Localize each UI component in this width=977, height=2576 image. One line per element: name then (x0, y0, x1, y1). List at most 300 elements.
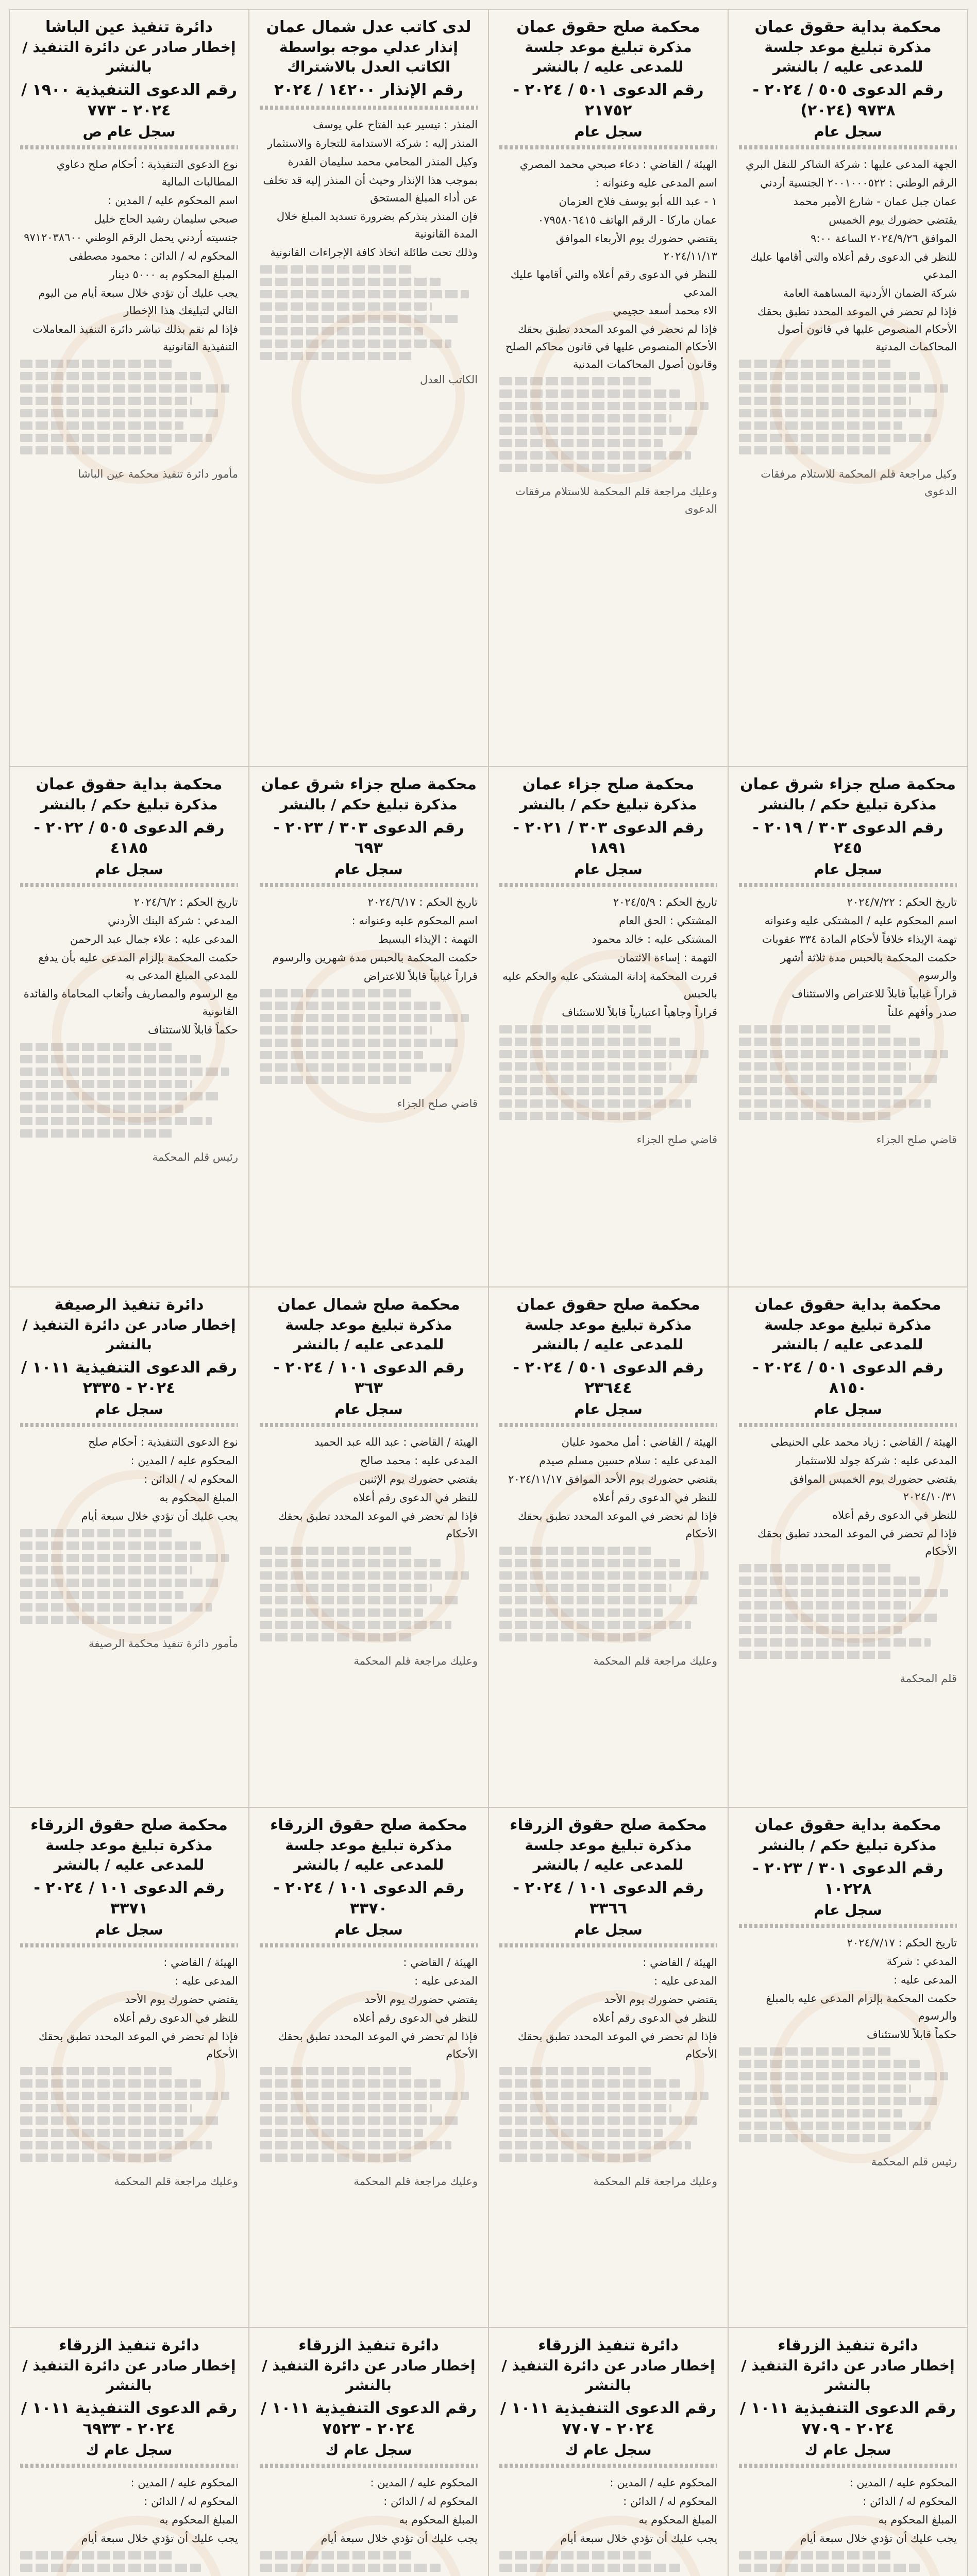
notice-card (488, 2328, 728, 2576)
notice-body (499, 1433, 717, 1543)
small-print-line (20, 2564, 201, 2572)
small-print-line (20, 384, 229, 393)
small-print-line (260, 1571, 469, 1580)
notice-header: محكمة صلح حقوق الزرقاء (510, 1816, 707, 1834)
notice-card (728, 767, 968, 1287)
case-number: رقم الدعوى التنفيذية ١٠١١ / ٢٠٢٤ - ٧٧٠٩ (740, 2399, 956, 2438)
small-print-line (739, 1025, 891, 1033)
small-print-line (260, 2564, 441, 2572)
notice-line: فإذا لم تحضر في الموعد المحدد تطبق بحقك الأحكام (517, 2030, 717, 2060)
registry-label: سجل عام (334, 1921, 403, 1938)
notice-line: تاريخ الحكم : ٢٠٢٤/٥/٩ (613, 896, 717, 908)
notice-body (739, 2474, 957, 2547)
notice-line: فإذا لم تحضر في الموعد المحدد تطبق بحقك الأحكام (278, 1510, 478, 1540)
registry-label: سجل عام ك (325, 2442, 412, 2459)
notice-line: الرقم الوطني : ٢٠٠١٠٠٠٥٢٢ الجنسية أردني (760, 177, 957, 189)
notice-line: المبلغ المحكوم به (159, 1492, 238, 1504)
notice-line: نوع الدعوى التنفيذية : أحكام صلح دعاوي المطالبات المالية (56, 158, 238, 188)
notice-subheader: إخطار صادر عن دائرة التنفيذ / بالنشر (501, 2357, 715, 2394)
notice-line: المدعي : شركة البنك الأردني (108, 914, 238, 927)
notice-card (728, 1287, 968, 1807)
notice-line: يقتضي حضورك يوم الأحد (125, 1993, 238, 2006)
small-print-line (260, 327, 423, 335)
case-number: رقم الدعوى ٥٠٥ / ٢٠٢٤ - ٩٧٣٨ (٢٠٢٤) (752, 81, 944, 120)
notice-line: المحكوم عليه / المدين : (610, 2477, 717, 2489)
small-print-line (260, 2116, 460, 2125)
notice-line: حكماً قابلاً للاستئناف (148, 1024, 238, 1036)
notice-line: المحكوم له / الدائن : (623, 2495, 717, 2507)
notice-header: محكمة بداية حقوق عمان (754, 1296, 941, 1314)
notice-line: المحكوم له / الدائن : (863, 2495, 957, 2507)
small-print-line (499, 1584, 671, 1592)
divider (260, 1423, 478, 1427)
notice-footer: وكيل مراجعة قلم المحكمة للاستلام مرفقات الدعوى (761, 468, 957, 498)
small-print-line (260, 352, 414, 360)
small-print-line (499, 1596, 700, 1604)
notice-line: يقتضي حضورك يوم الإثنين (359, 1473, 478, 1485)
notice-line: المبلغ المحكوم به (638, 2514, 717, 2526)
small-print-line (499, 2129, 663, 2137)
notice-line: فإذا لم تحضر في الموعد المحدد تطبق بحقك الأحكام المنصوص عليها في قانون أصول المحاكمات المدنية (757, 306, 957, 353)
small-print-line (739, 1087, 902, 1095)
notice-card (9, 1287, 249, 1807)
divider (20, 883, 238, 887)
small-print-line (20, 1105, 183, 1113)
notice-line: فإذا لم تحضر في الموعد المحدد تطبق بحقك الأحكام (757, 1528, 957, 1557)
small-print-line (739, 1601, 911, 1609)
notice-line: المدعى عليه : شركة جولد للاستثمار (796, 1454, 957, 1467)
notice-line: الاء محمد أسعد حجيمي (613, 304, 717, 317)
small-print-line (20, 397, 192, 405)
notice-line: الهيئة / القاضي : (403, 1956, 478, 1969)
notice-card (728, 2328, 968, 2576)
divider (739, 2464, 957, 2468)
small-print-line (20, 1541, 201, 1550)
registry-label: سجل عام (574, 123, 643, 140)
notice-line: المحكوم عليه / المدين : (130, 1454, 238, 1467)
notice-line: يقتضي حضورك يوم الخميس (829, 214, 957, 226)
notice-header: محكمة بداية حقوق عمان (36, 775, 223, 793)
notice-header: دائرة تنفيذ الزرقاء (778, 2336, 918, 2354)
small-print-line (20, 1529, 173, 1537)
small-print-line (739, 1626, 902, 1634)
notice-subheader: مذكرة تبليغ موعد جلسة للمدعى عليه / بالنشر (285, 1837, 452, 1873)
small-print-line (20, 1117, 212, 1125)
small-print-line (739, 2551, 891, 2560)
small-print-line (260, 989, 412, 997)
notice-subheader: مذكرة تبليغ موعد جلسة للمدعى عليه / بالنشر (764, 1316, 932, 1353)
divider (20, 2464, 238, 2468)
notice-card (249, 9, 488, 767)
notice-footer: وعليك مراجعة قلم المحكمة للاستلام مرفقات الدعوى (515, 485, 717, 515)
notice-header: محكمة صلح جزاء عمان (522, 775, 695, 793)
notice-header: لدى كاتب عدل شمال عمان (266, 18, 471, 36)
small-print-line (260, 1076, 414, 1084)
notice-card (249, 1807, 488, 2328)
notice-body (499, 2474, 717, 2547)
small-print-line (499, 402, 709, 410)
notice-line: اسم المدعى عليه وعنوانه : (595, 177, 717, 189)
notice-line: اسم المحكوم عليه وعنوانه : (351, 914, 478, 927)
notice-line: للنظر في الدعوى رقم أعلاه (593, 2012, 717, 2024)
notice-line: فإذا لم تقم بذلك تباشر دائرة التنفيذ المعاملات التنفيذية القانونية (32, 323, 238, 353)
notice-line: تهمة الإيذاء خلافاً لأحكام المادة ٣٣٤ عقوبات (762, 933, 957, 945)
notice-line: المدعى عليه : محمد صالح (360, 1454, 478, 1467)
registry-label: سجل عام (95, 1401, 163, 1418)
notice-subheader: مذكرة تبليغ حكم / بالنشر (759, 796, 937, 813)
notice-body (20, 893, 238, 1039)
divider (260, 883, 478, 887)
small-print-line (20, 1080, 192, 1088)
notice-footer: وعليك مراجعة قلم المحكمة (593, 2175, 717, 2188)
small-print-line (739, 1099, 931, 1108)
small-print-line (20, 372, 201, 380)
small-print-line (739, 2097, 939, 2105)
small-print-line (499, 389, 680, 398)
notice-header: محكمة بداية حقوق عمان (754, 1816, 941, 1834)
registry-label: سجل عام (95, 861, 163, 878)
registry-label: سجل عام (95, 1921, 163, 1938)
notice-line: حكمت المحكمة بالحبس مدة ثلاثة أشهر والرسوم (780, 952, 957, 981)
small-print-line (20, 2141, 212, 2149)
small-print-line (499, 1075, 700, 1083)
small-print-line (499, 464, 654, 472)
notice-body (260, 1954, 478, 2063)
small-print-line (739, 1638, 931, 1647)
notice-line: فإذا لم تحضر في الموعد المحدد تطبق بحقك الأحكام (38, 2030, 238, 2060)
case-number: رقم الدعوى التنفيذية ١٠١١ / ٢٠٢٤ - ٦٩٣٣ (21, 2399, 237, 2438)
divider (499, 1943, 717, 1947)
small-print-line (260, 278, 441, 286)
notice-line: بموجب هذا الإنذار وحيث أن المنذر إليه قد تخلف عن أداء المبلغ المستحق (263, 174, 478, 204)
small-print-line (739, 2122, 931, 2130)
notice-line: المحكوم عليه / المدين : (370, 2477, 478, 2489)
notice-subheader: إنذار عدلي موجه بواسطة الكاتب العدل بالاشتراك (279, 39, 458, 75)
small-print-line (20, 2129, 183, 2137)
case-number: رقم الدعوى التنفيذية ١٩٠٠ / ٢٠٢٤ - ٧٧٣ (21, 81, 237, 120)
small-print-line (499, 1099, 691, 1108)
notice-line: المنذر : تيسير عبد الفتاح علي يوسف (313, 118, 478, 131)
divider (739, 1423, 957, 1427)
notice-line: وذلك تحت طائلة اتخاذ كافة الإجراءات القانونية (270, 246, 478, 259)
small-print-line (499, 451, 691, 460)
small-print-line (260, 265, 412, 274)
small-print-line (499, 1112, 654, 1120)
notice-footer: الكاتب العدل (419, 374, 478, 386)
notice-line: قراراً غيابياً قابلاً للاعتراض (363, 970, 478, 982)
small-print-line (260, 302, 432, 311)
notice-line: المدعى عليه : سلام حسين مسلم صيدم (539, 1454, 717, 1467)
notice-line: يجب عليك أن تؤدي خلال سبعة أيام (81, 1510, 238, 1522)
notice-line: التهمة : الإيذاء البسيط (378, 933, 478, 945)
notice-footer: قاضي صلح الجزاء (636, 1133, 717, 1146)
small-print-line (499, 2104, 671, 2112)
notice-line: نوع الدعوى التنفيذية : أحكام صلح (88, 1436, 238, 1448)
notice-line: فإن المنذر ينذركم بضرورة تسديد المبلغ خلال المدة القانونية (276, 210, 478, 240)
small-print-line (739, 1577, 920, 1585)
notice-footer: وعليك مراجعة قلم المحكمة (353, 1655, 478, 1667)
notice-body (739, 1433, 957, 1560)
divider (499, 883, 717, 887)
small-print-line (260, 2079, 441, 2088)
small-print-line (20, 409, 221, 417)
case-number: رقم الدعوى ٣٠١ / ٢٠٢٣ - ١٠٢٢٨ (752, 1859, 944, 1898)
notice-subheader: إخطار صادر عن دائرة التنفيذ / بالنشر (22, 2357, 236, 2394)
notice-line: للنظر في الدعوى رقم أعلاه والتي أقامها عليك المدعي (510, 268, 717, 298)
notice-line: يقتضي حضورك يوم الأحد (364, 1993, 478, 2006)
case-number: رقم الدعوى ١٠١ / ٢٠٢٤ - ٣٦٣ (273, 1359, 464, 1397)
notice-header: محكمة صلح شمال عمان (277, 1296, 460, 1314)
small-print-line (739, 2047, 891, 2056)
notice-card (488, 9, 728, 767)
notice-line: يجب عليك أن تؤدي خلال سبعة أيام (800, 2532, 957, 2545)
small-print-line (260, 315, 460, 323)
notice-card (9, 767, 249, 1287)
notice-line: المحكوم له / الدائن : (144, 1473, 238, 1485)
case-number: رقم الدعوى ٥٠١ / ٢٠٢٤ - ٢٣٦٤٤ (513, 1359, 704, 1397)
divider (499, 1423, 717, 1427)
notice-line: المبلغ المحكوم به ٥٠٠٠ دينار (109, 268, 238, 281)
notice-line: حكمت المحكمة بإلزام المدعى عليه بالمبلغ والرسوم (766, 1992, 957, 2022)
small-print-line (260, 290, 469, 298)
notice-line: الهيئة / القاضي : عبد الله عبد الحميد (314, 1436, 478, 1448)
notice-line: الهيئة / القاضي : (163, 1956, 238, 1969)
notice-line: تاريخ الحكم : ٢٠٢٤/٦/٢ (133, 896, 238, 908)
notice-line: مع الرسوم والمصاريف وأتعاب المحاماة والفائدة القانونية (23, 988, 238, 1018)
registry-label: سجل عام (574, 1921, 643, 1938)
small-print-line (499, 2564, 680, 2572)
notice-body (739, 893, 957, 1021)
notice-line: المدعى عليه : (414, 1975, 478, 1987)
small-print-line (499, 1571, 709, 1580)
notice-footer: مأمور دائرة تنفيذ محكمة عين الباشا (78, 468, 238, 480)
small-print-line (20, 1043, 173, 1051)
small-print-line (20, 434, 212, 442)
small-print-line (260, 1014, 469, 1022)
small-print-line (739, 2109, 902, 2117)
notice-footer: وعليك مراجعة قلم المحكمة (114, 2175, 238, 2188)
small-print-line (260, 1051, 423, 1059)
notice-subheader: إخطار صادر عن دائرة التنفيذ / بالنشر (22, 1316, 236, 1353)
small-print-line (20, 421, 183, 430)
small-print-line (20, 1603, 212, 1612)
case-number: رقم الدعوى التنفيذية ١٠١١ / ٢٠٢٤ - ٧٧٠٧ (500, 2399, 716, 2438)
small-print-line (499, 1038, 680, 1046)
case-number: رقم الإنذار ١٤٢٠٠ / ٢٠٢٤ (274, 81, 463, 99)
notice-footer: قلم المحكمة (900, 1672, 957, 1685)
notice-subheader: مذكرة تبليغ موعد جلسة للمدعى عليه / بالنشر (45, 1837, 213, 1873)
registry-label: سجل عام (334, 1401, 403, 1418)
notice-header: محكمة صلح حقوق الزرقاء (270, 1816, 467, 1834)
notice-line: يجب عليك أن تؤدي خلال سبعة أيام (81, 2532, 238, 2545)
notice-subheader: مذكرة تبليغ موعد جلسة للمدعى عليه / بالنشر (764, 39, 932, 75)
small-print-line (260, 1002, 441, 1010)
small-print-line (20, 2116, 221, 2125)
case-number: رقم الدعوى ٣٠٣ / ٢٠٢١ - ١٨٩١ (513, 819, 704, 857)
registry-label: سجل عام ص (82, 123, 176, 140)
notice-body (260, 2474, 478, 2547)
small-print-line (20, 2104, 192, 2112)
notice-line: المدعى عليه : علاء جمال عبد الرحمن (70, 933, 238, 945)
registry-label: سجل عام (574, 861, 643, 878)
notice-line: حكمت المحكمة بالحبس مدة شهرين والرسوم (272, 952, 478, 964)
notice-card (9, 1807, 249, 2328)
small-print-line (499, 1547, 652, 1555)
small-print-line (499, 1087, 663, 1095)
notice-body (20, 1433, 238, 1525)
notice-line: يقتضي حضورك يوم الأربعاء الموافق ٢٠٢٤/١١/١٣ (555, 232, 717, 262)
notice-line: اسم المحكوم عليه / المشتكى عليه وعنوانه (764, 914, 957, 927)
notice-header: محكمة صلح جزاء شرق عمان (261, 775, 477, 793)
notice-subheader: مذكرة تبليغ موعد جلسة للمدعى عليه / بالنشر (525, 1837, 692, 1873)
small-print-line (260, 340, 451, 348)
small-print-line (499, 1633, 654, 1641)
small-print-line (739, 421, 902, 430)
small-print-line (20, 1129, 175, 1138)
small-print-line (260, 1596, 460, 1604)
notice-line: المبلغ المحكوم به (159, 2514, 238, 2526)
registry-label: سجل عام (574, 1401, 643, 1418)
notice-body (20, 156, 238, 355)
small-print-line (499, 2551, 652, 2560)
notice-card (488, 1807, 728, 2328)
small-print-line (260, 2067, 412, 2075)
small-print-line (20, 1055, 201, 1063)
notice-line: فإذا لم تحضر في الموعد المحدد تطبق بحقك الأحكام (278, 2030, 478, 2060)
small-print-line (20, 446, 175, 454)
notice-line: صبحي سليمان رشيد الحاج خليل (94, 213, 238, 225)
small-print-line (260, 2104, 432, 2112)
small-print-line (260, 1608, 423, 1617)
notice-line: المدعي : شركة (886, 1955, 957, 1968)
small-print-line (739, 2060, 920, 2068)
notice-card (249, 767, 488, 1287)
case-number: رقم الدعوى ٥٠٥ / ٢٠٢٢ - ٤١٨٥ (33, 819, 225, 857)
registry-label: سجل عام (814, 1902, 882, 1919)
notice-body (260, 893, 478, 985)
divider (20, 1423, 238, 1427)
notice-line: وكيل المنذر المحامي محمد سليمان القدرة (288, 156, 478, 168)
case-number: رقم الدعوى ٥٠١ / ٢٠٢٤ - ٨١٥٠ (752, 1359, 944, 1397)
notice-line: صدر وأفهم علناً (887, 1006, 957, 1019)
notice-card (488, 1287, 728, 1807)
notice-line: ١ - عبد الله أبو يوسف فلاح العزمان (559, 195, 717, 208)
notice-body (499, 1954, 717, 2063)
case-number: رقم الدعوى ١٠١ / ٢٠٢٤ - ٣٣٧٠ (273, 1879, 464, 1918)
notice-body (499, 893, 717, 1021)
small-print-line (260, 2551, 412, 2560)
small-print-line (739, 1050, 948, 1058)
registry-label: سجل عام ك (565, 2442, 652, 2459)
divider (260, 2464, 478, 2468)
notice-line: المبلغ المحكوم به (878, 2514, 957, 2526)
small-print-line (739, 1038, 920, 1046)
small-print-line (739, 1564, 891, 1572)
small-print-line (260, 2092, 469, 2100)
small-print-line (260, 2141, 451, 2149)
small-print-line (20, 1067, 229, 1076)
small-print-line (499, 2141, 691, 2149)
small-print-line (499, 2079, 680, 2088)
small-print-line (739, 397, 911, 405)
notice-header: محكمة بداية حقوق عمان (754, 18, 941, 36)
small-print-line (260, 2129, 423, 2137)
small-print-line (499, 1559, 680, 1567)
small-print-line (739, 2564, 920, 2572)
notice-line: قراراً وجاهياً اعتبارياً قابلاً للاستئناف (562, 1006, 717, 1019)
notice-header: دائرة تنفيذ عين الباشا (45, 18, 213, 36)
notices-grid (9, 9, 968, 2576)
case-number: رقم الدعوى التنفيذية ١٠١١ / ٢٠٢٤ - ٧٥٢٣ (261, 2399, 477, 2438)
notice-body (739, 156, 957, 355)
case-number: رقم الدعوى ١٠١ / ٢٠٢٤ - ٣٣٦٦ (513, 1879, 704, 1918)
notice-line: فإذا لم تحضر في الموعد المحدد تطبق بحقك الأحكام المنصوص عليها في قانون محاكم الصلح وقانون أصول المحاكمات المدنية (505, 323, 717, 370)
small-print-line (499, 1621, 691, 1629)
notice-card (728, 1807, 968, 2328)
small-print-line (499, 1025, 652, 1033)
notice-line: الموافق ٢٠٢٤/٩/٢٦ الساعة ٩:٠٠ (811, 232, 957, 245)
divider (260, 106, 478, 110)
notice-header: دائرة تنفيذ الزرقاء (538, 2336, 679, 2354)
notice-line: للنظر في الدعوى رقم أعلاه (593, 1492, 717, 1504)
notice-line: يجب عليك أن تؤدي خلال سبعة أيام (560, 2532, 717, 2545)
notice-card (249, 2328, 488, 2576)
notice-subheader: مذكرة تبليغ حكم / بالنشر (759, 1837, 937, 1854)
small-print-line (499, 427, 700, 435)
small-print-line (260, 1621, 451, 1629)
small-print-line (499, 1050, 709, 1058)
notice-line: الهيئة / القاضي : أمل محمود عليان (561, 1436, 717, 1448)
small-print-line (20, 1554, 229, 1562)
case-number: رقم الدعوى ٣٠٣ / ٢٠٢٣ - ٦٩٣ (273, 819, 464, 857)
notice-line: فإذا لم تحضر في الموعد المحدد تطبق بحقك الأحكام (517, 1510, 717, 1540)
notice-card (249, 1287, 488, 1807)
small-print-line (499, 439, 663, 447)
notice-footer: قاضي صلح الجزاء (876, 1133, 957, 1146)
notice-header: محكمة صلح جزاء شرق عمان (740, 775, 956, 793)
divider (499, 2464, 717, 2468)
small-print-line (20, 2551, 173, 2560)
notice-line: عمان ماركا - الرقم الهاتف ٠٧٩٥٨٠٦٤١٥ (537, 214, 717, 226)
notice-line: تاريخ الحكم : ٢٠٢٤/٧/٢٢ (847, 896, 957, 908)
notice-line: المدعى عليه : (894, 1974, 957, 1986)
divider (499, 145, 717, 149)
notice-subheader: مذكرة تبليغ موعد جلسة للمدعى عليه / بالنشر (525, 1316, 692, 1353)
notice-line: المحكوم له / الدائن : (144, 2495, 238, 2507)
registry-label: سجل عام (334, 861, 403, 878)
small-print-line (739, 2084, 911, 2093)
notice-line: الجهة المدعى عليها : شركة الشاكر للنقل البري (745, 158, 957, 171)
notice-footer: رئيس قلم المحكمة (871, 2156, 957, 2168)
small-print-line (260, 1584, 432, 1592)
notice-subheader: مذكرة تبليغ حكم / بالنشر (519, 796, 697, 813)
notice-body (20, 1954, 238, 2063)
registry-label: سجل عام (814, 1401, 882, 1418)
notice-line: التهمة : إساءة الائتمان (617, 952, 717, 964)
notice-line: يجب عليك أن تؤدي خلال سبعة أيام من اليوم التالي لتبليغك هذا الإخطار (38, 287, 238, 317)
notice-line: المدعى عليه : (654, 1975, 717, 1987)
divider (260, 1943, 478, 1947)
notice-line: اسم المحكوم عليه / المدين : (108, 194, 238, 207)
notice-header: محكمة صلح حقوق الزرقاء (30, 1816, 228, 1834)
small-print-line (499, 377, 652, 385)
small-print-line (739, 1112, 894, 1120)
notice-line: تاريخ الحكم : ٢٠٢٤/٦/١٧ (367, 896, 478, 908)
divider (20, 1943, 238, 1947)
notice-line: جنسيته أردني يحمل الرقم الوطني ٩٧١٢٠٣٨٦٠٠ (24, 231, 238, 244)
small-print-line (260, 1063, 451, 1072)
small-print-line (260, 1039, 460, 1047)
